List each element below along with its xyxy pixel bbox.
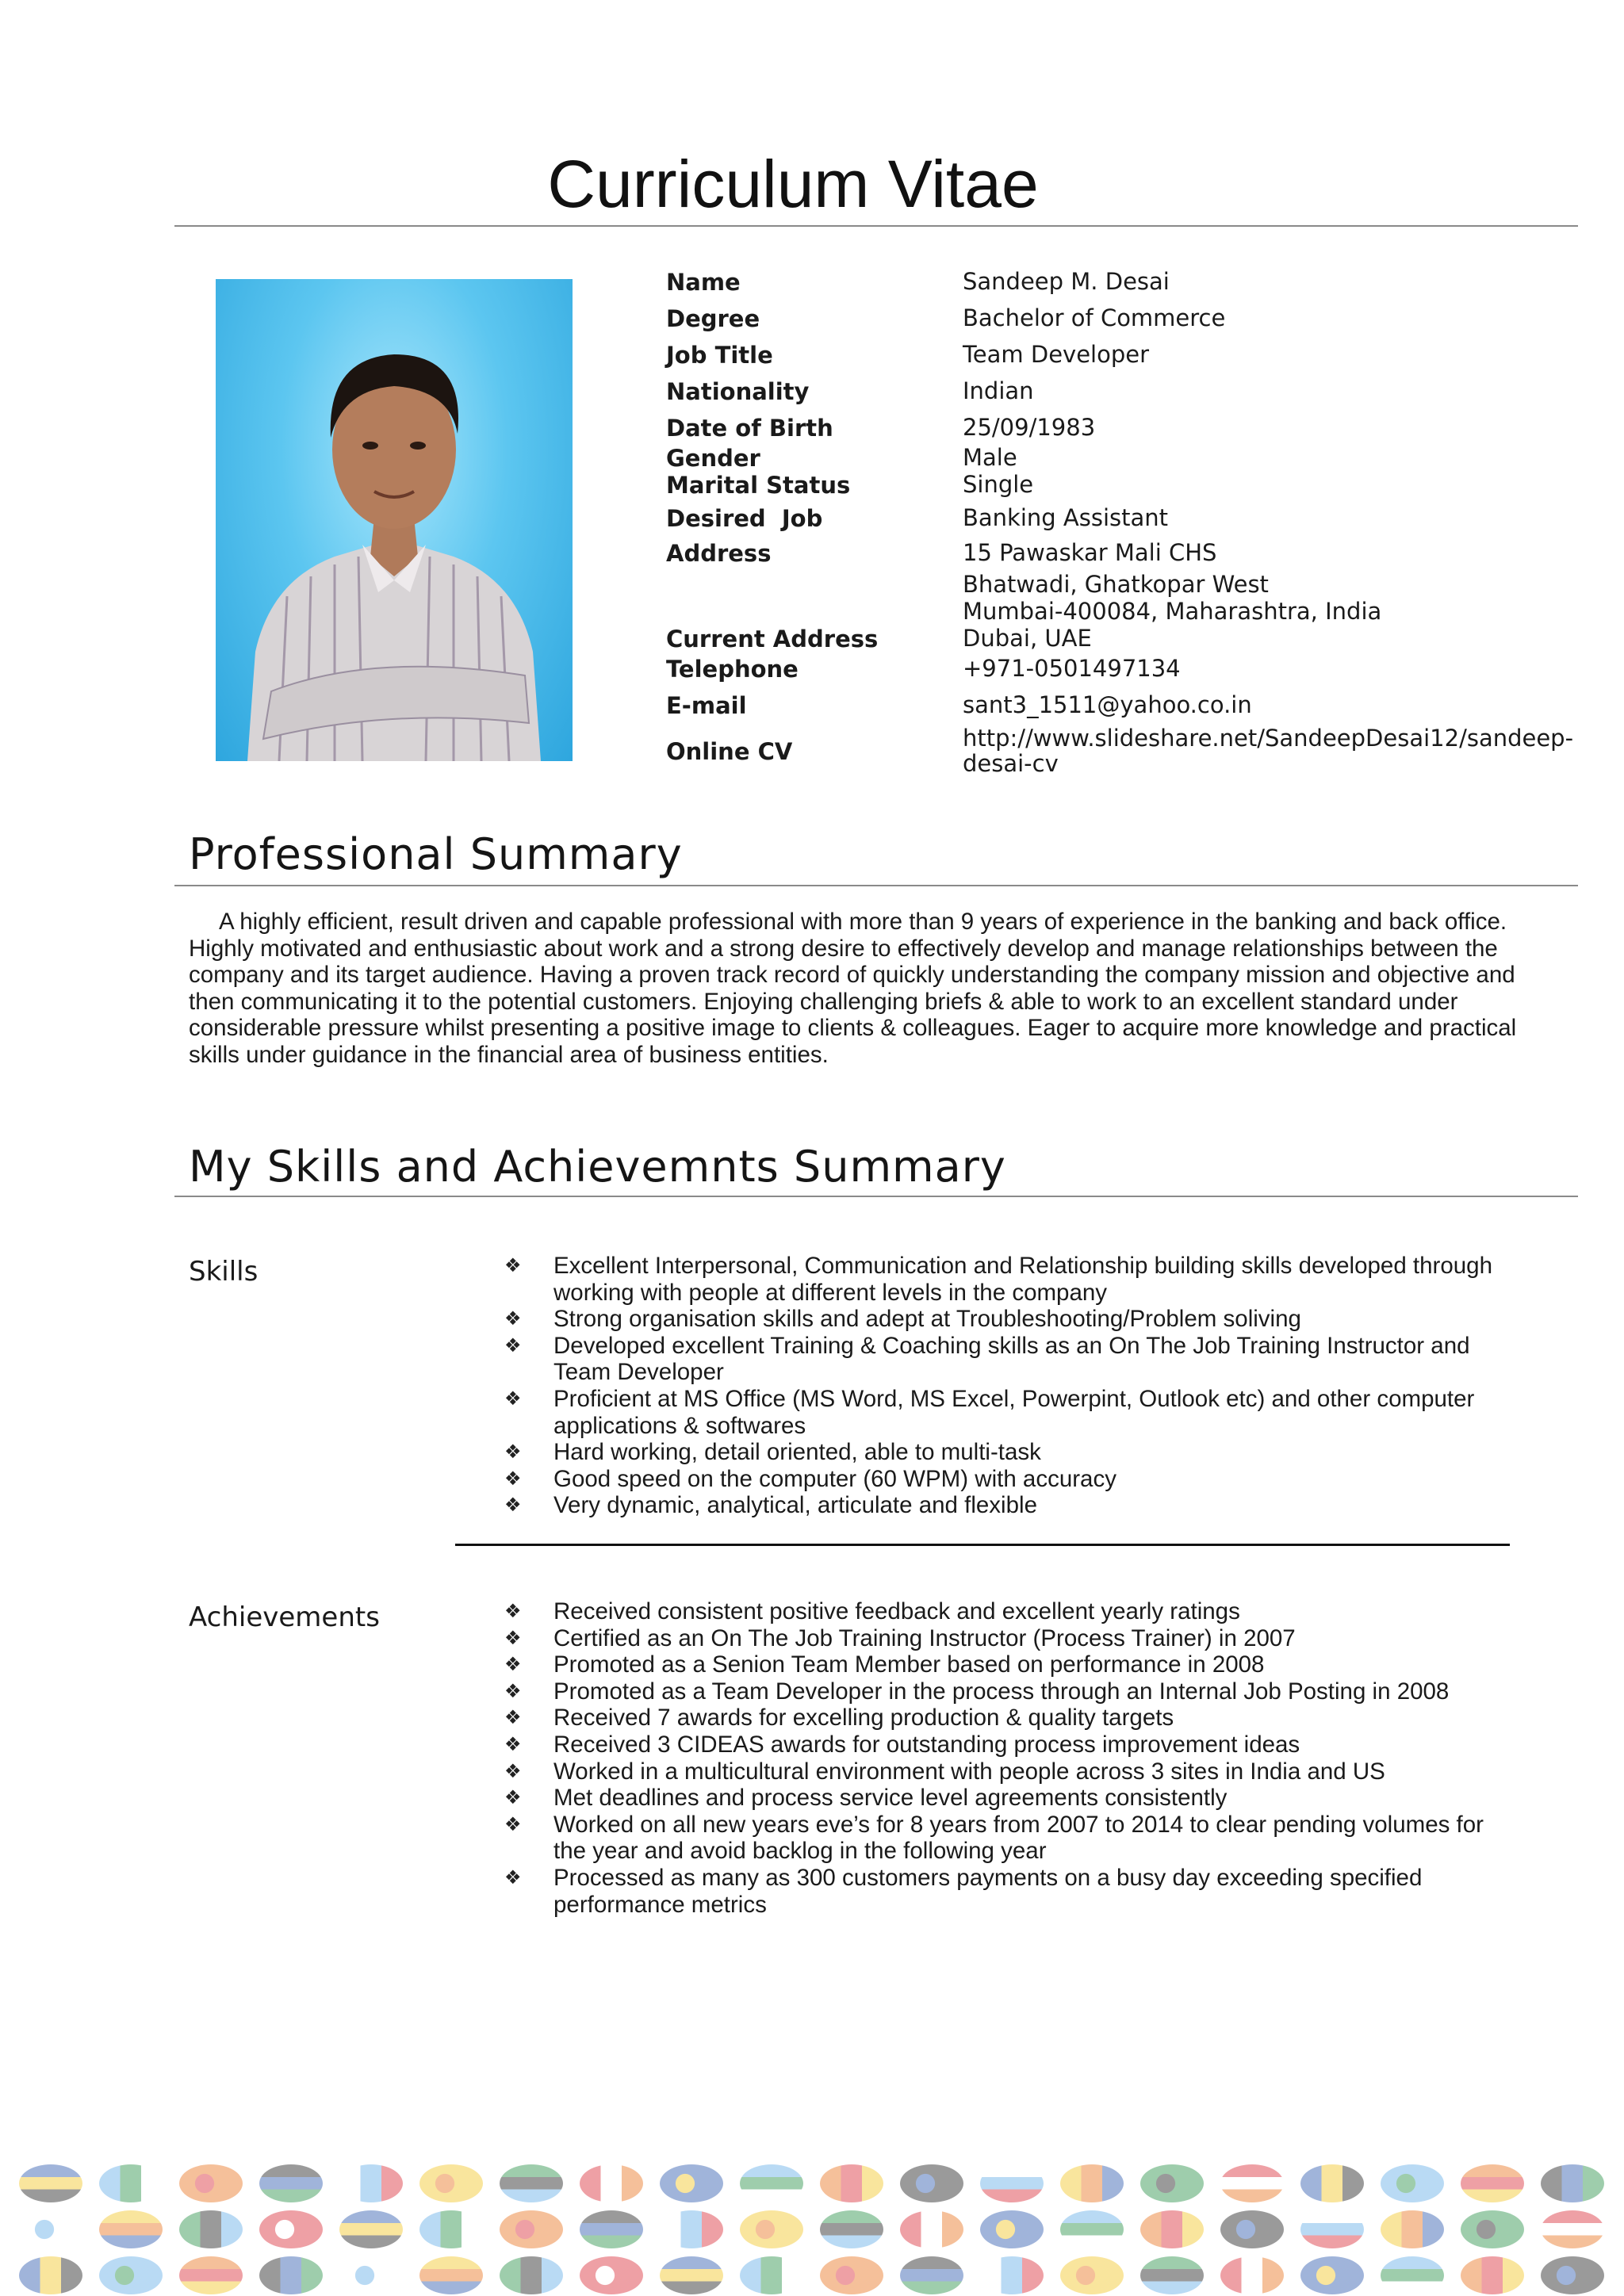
flag-icon xyxy=(259,2256,323,2294)
gender-label: Gender xyxy=(666,445,760,472)
flag-icon xyxy=(1381,2256,1444,2294)
flag-icon xyxy=(1140,2164,1204,2202)
nationality-value: Indian xyxy=(963,377,1034,404)
list-item: ❖ Promoted as a Team Developer in the process through an Internal Job Posting in 2008 xyxy=(504,1678,1450,1705)
diamond-bullet-icon: ❖ xyxy=(504,1468,522,1490)
name-value: Sandeep M. Desai xyxy=(963,268,1170,295)
list-item: ❖ Developed excellent Training & Coaching skills as an On The Job Training Instructor and Team Developer xyxy=(504,1332,1470,1386)
flag-icon xyxy=(1300,2256,1364,2294)
current-address-value: Dubai, UAE xyxy=(963,625,1092,652)
diamond-bullet-icon: ❖ xyxy=(504,1308,522,1330)
flag-icon xyxy=(259,2164,323,2202)
page-title: Curriculum Vitae xyxy=(547,147,1039,221)
list-item: ❖ Met deadlines and process service level agreements consistently xyxy=(504,1785,1228,1812)
current-address-label: Current Address xyxy=(666,626,879,652)
flag-icon xyxy=(1060,2164,1124,2202)
flag-icon xyxy=(900,2256,963,2294)
flag-icon xyxy=(500,2164,563,2202)
achievements-label: Achievements xyxy=(189,1601,380,1633)
name-label: Name xyxy=(666,269,741,296)
dob-label: Date of Birth xyxy=(666,415,833,442)
flag-icon xyxy=(1300,2210,1364,2248)
desired-job-value: Banking Assistant xyxy=(963,504,1169,531)
flag-icon xyxy=(99,2210,163,2248)
flag-icon xyxy=(740,2164,803,2202)
professional-summary-text: A highly efficient, result driven and capable professional with more than 9 years of experience in the banking and back office. Highly motivated and enthusiastic about work and a strong desire to effectively develop and manage relationships between the company and its target audience. Having a proven track record of quickly understanding the company mission and objective and then communicating it to the potential customers. Enjoying challenging briefs & able to work to an excellent standard under considerable pressure whilst presenting a positive image to clients & colleagues. Eager to acquire more knowledge and practical skills under guidance in the financial area of business entities. xyxy=(189,909,1517,1068)
marital-status-value: Single xyxy=(963,471,1034,498)
flag-icon xyxy=(419,2164,483,2202)
flag-icon xyxy=(740,2256,803,2294)
desired-job-label: Desired Job xyxy=(666,505,823,532)
diamond-bullet-icon: ❖ xyxy=(504,1654,522,1676)
list-item: ❖ Received 7 awards for excelling production & quality targets xyxy=(504,1705,1174,1732)
list-item: ❖ Promoted as a Senion Team Member based on performance in 2008 xyxy=(504,1651,1265,1678)
flag-icon xyxy=(1300,2164,1364,2202)
flag-icon xyxy=(259,2210,323,2248)
flag-icon xyxy=(820,2164,883,2202)
online-cv-label: Online CV xyxy=(666,738,793,765)
degree-label: Degree xyxy=(666,305,760,332)
job-title-value: Team Developer xyxy=(963,341,1150,368)
diamond-bullet-icon: ❖ xyxy=(504,1680,522,1702)
flags-decoration xyxy=(0,2153,1624,2296)
flag-icon xyxy=(339,2210,403,2248)
flag-icon xyxy=(1381,2164,1444,2202)
list-item: ❖ Certified as an On The Job Training Instructor (Process Trainer) in 2007 xyxy=(504,1624,1296,1651)
flag-icon xyxy=(419,2210,483,2248)
diamond-bullet-icon: ❖ xyxy=(504,1494,522,1517)
diamond-bullet-icon: ❖ xyxy=(504,1255,522,1276)
flag-icon xyxy=(99,2164,163,2202)
skills-achievements-separator xyxy=(455,1544,1510,1546)
flag-icon xyxy=(419,2256,483,2294)
flag-icon xyxy=(980,2164,1044,2202)
dob-value: 25/09/1983 xyxy=(963,414,1096,441)
flag-icon xyxy=(1461,2210,1524,2248)
flag-icon xyxy=(1140,2210,1204,2248)
skills-divider xyxy=(174,1196,1578,1197)
summary-divider xyxy=(174,885,1578,886)
list-item: ❖ Worked in a multicultural environment with people across 3 sites in India and US xyxy=(504,1758,1385,1785)
flag-icon xyxy=(580,2256,643,2294)
telephone-value: +971-0501497134 xyxy=(963,655,1181,682)
diamond-bullet-icon: ❖ xyxy=(504,1813,522,1835)
flag-icon xyxy=(580,2210,643,2248)
professional-summary-heading: Professional Summary xyxy=(189,829,683,879)
flag-icon xyxy=(339,2164,403,2202)
flag-icon xyxy=(660,2210,723,2248)
skills-list xyxy=(504,1253,1519,1519)
diamond-bullet-icon: ❖ xyxy=(504,1627,522,1649)
list-item: ❖ Received 3 CIDEAS awards for outstanding process improvement ideas xyxy=(504,1731,1300,1758)
list-item: ❖ Processed as many as 300 customers payments on a busy day exceeding specified performance metrics xyxy=(504,1864,1423,1918)
flag-icon xyxy=(19,2210,82,2248)
telephone-label: Telephone xyxy=(666,656,799,683)
flag-icon xyxy=(500,2210,563,2248)
flag-icon xyxy=(179,2164,243,2202)
degree-value: Bachelor of Commerce xyxy=(963,304,1226,331)
marital-status-label: Marital Status xyxy=(666,472,851,499)
list-item: ❖ Worked on all new years eve’s for 8 years from 2007 to 2014 to clear pending volumes for the year and avoid backlog in the following year xyxy=(504,1811,1484,1865)
flag-icon xyxy=(820,2256,883,2294)
job-title-label: Job Title xyxy=(666,342,773,369)
flag-icon xyxy=(19,2256,82,2294)
list-item: ❖ Received consistent positive feedback and excellent yearly ratings xyxy=(504,1598,1240,1624)
flag-icon xyxy=(740,2210,803,2248)
diamond-bullet-icon: ❖ xyxy=(504,1601,522,1622)
flag-icon xyxy=(900,2210,963,2248)
address-label: Address xyxy=(666,540,772,567)
title-divider xyxy=(174,225,1578,227)
skills-achievements-heading: My Skills and Achievemnts Summary xyxy=(189,1142,1006,1192)
flag-icon xyxy=(1381,2210,1444,2248)
flag-icon xyxy=(179,2256,243,2294)
flag-icon xyxy=(19,2164,82,2202)
list-item: ❖ Very dynamic, analytical, articulate and flexible xyxy=(504,1492,1037,1519)
online-cv-link-line-1[interactable]: http://www.slideshare.net/SandeepDesai12/sandeep- xyxy=(963,725,1574,752)
list-item: ❖ Proficient at MS Office (MS Word, MS Excel, Powerpint, Outlook etc) and other computer applications & softwares xyxy=(504,1385,1475,1439)
flag-icon xyxy=(1461,2164,1524,2202)
flag-icon xyxy=(1461,2256,1524,2294)
diamond-bullet-icon: ❖ xyxy=(504,1707,522,1729)
diamond-bullet-icon: ❖ xyxy=(504,1760,522,1782)
skills-label: Skills xyxy=(189,1256,259,1288)
diamond-bullet-icon: ❖ xyxy=(504,1387,522,1410)
flag-icon xyxy=(1060,2210,1124,2248)
flag-icon xyxy=(1220,2164,1284,2202)
flag-icon xyxy=(820,2210,883,2248)
diamond-bullet-icon: ❖ xyxy=(504,1787,522,1809)
online-cv-link-line-2[interactable]: desai-cv xyxy=(963,750,1059,777)
person-portrait-icon xyxy=(216,279,573,761)
flag-icon xyxy=(980,2210,1044,2248)
diamond-bullet-icon: ❖ xyxy=(504,1441,522,1464)
flag-icon xyxy=(99,2256,163,2294)
flag-icon xyxy=(1541,2256,1604,2294)
diamond-bullet-icon: ❖ xyxy=(504,1866,522,1888)
diamond-bullet-icon: ❖ xyxy=(504,1733,522,1755)
flag-icon xyxy=(1541,2210,1604,2248)
flag-icon xyxy=(660,2164,723,2202)
nationality-label: Nationality xyxy=(666,378,810,405)
flag-icon xyxy=(500,2256,563,2294)
flag-icon xyxy=(339,2256,403,2294)
flag-icon xyxy=(179,2210,243,2248)
flag-icon xyxy=(580,2164,643,2202)
flag-icon xyxy=(660,2256,723,2294)
email-value[interactable]: sant3_1511@yahoo.co.in xyxy=(963,691,1252,718)
list-item: ❖ Excellent Interpersonal, Communication and Relationship building skills developed through working with people at different levels in the company xyxy=(504,1253,1492,1306)
address-line-2: Bhatwadi, Ghatkopar West xyxy=(963,571,1269,598)
flag-icon xyxy=(980,2256,1044,2294)
flag-icon xyxy=(1220,2210,1284,2248)
gender-value: Male xyxy=(963,444,1017,471)
list-item: ❖ Hard working, detail oriented, able to multi-task xyxy=(504,1439,1041,1466)
flag-icon xyxy=(900,2164,963,2202)
flag-icon xyxy=(1220,2256,1284,2294)
achievements-list xyxy=(504,1598,1519,1918)
address-line-3: Mumbai-400084, Maharashtra, India xyxy=(963,598,1382,625)
email-label: E-mail xyxy=(666,692,747,719)
flag-icon xyxy=(1060,2256,1124,2294)
list-item: ❖ Good speed on the computer (60 WPM) with accuracy xyxy=(504,1465,1116,1492)
flag-icon xyxy=(1541,2164,1604,2202)
flag-icon xyxy=(1140,2256,1204,2294)
diamond-bullet-icon: ❖ xyxy=(504,1334,522,1357)
profile-photo xyxy=(216,279,573,761)
address-line-1: 15 Pawaskar Mali CHS xyxy=(963,539,1217,566)
list-item: ❖ Strong organisation skills and adept at Troubleshooting/Problem soliving xyxy=(504,1306,1301,1333)
